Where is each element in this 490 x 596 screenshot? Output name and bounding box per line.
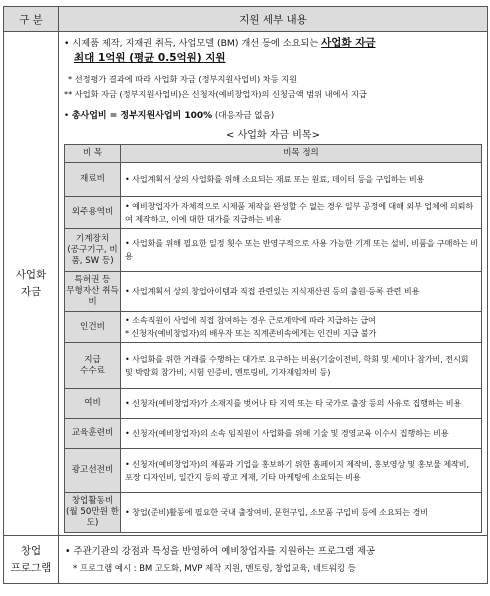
expense-name: 특허권 등 무형자산 취득비 <box>65 272 121 312</box>
total-budget-bold: 총사업비 = 정부지원사업비 100% <box>71 111 213 121</box>
table-header-row <box>4 7 488 32</box>
expense-name: 인건비 <box>65 312 121 343</box>
expense-items-header <box>65 145 482 163</box>
expense-definition: • 사업화를 위한 거래를 수행하는 대가로 요구하는 비용(기술이전비, 학회 및 세미나 참가비, 전시회 및 박람회 참가비, 시험 인증비, 멘토링비, 기자재임차비 등) <box>121 343 482 389</box>
table-row <box>65 449 482 493</box>
expense-name: 외주용역비 <box>65 197 121 229</box>
category-line: 사업화 <box>15 268 47 281</box>
expense-definition: • 창업(준비)활동에 필요한 국내 출장여비, 문헌구입, 소모품 구입비 등에 소요되는 경비 <box>121 493 482 533</box>
support-details-table <box>3 6 488 584</box>
table-row <box>65 343 482 389</box>
startup-program-category <box>4 536 59 584</box>
table-row <box>65 312 482 343</box>
expense-definition: • 예비창업자가 자체적으로 시제품 제작을 완성할 수 없는 경우 일부 공정에 대해 외부 업체에 의뢰하여 제작하고, 이에 대한 대가를 지급하는 비용 <box>121 197 482 229</box>
category-line: 창업 <box>20 544 42 557</box>
expense-definition-header: 비목 정의 <box>121 145 482 163</box>
total-bullet: • <box>64 111 70 121</box>
expense-name: 기계장치 (공구기구, 비품, SW 등) <box>65 229 121 272</box>
expense-items-table <box>64 144 482 533</box>
main-bullet-highlight: 최대 1억원 (평균 0.5억원) 지원 <box>74 52 226 64</box>
expense-definition: • 소속직원이 사업에 직접 참여하는 경우 근로계약에 따라 지급하는 급여 * 신청자(예비창업자)의 배우자 또는 직계존비속에게는 인건비 지급 불가 <box>121 312 482 343</box>
table-row <box>65 272 482 312</box>
startup-program-content <box>59 536 488 584</box>
table-row <box>65 419 482 449</box>
expense-definition: • 사업화를 위해 필요한 일정 횟수 또는 반영구적으로 사용 가능한 기계 또는 설비, 비품을 구매하는 비용 <box>121 229 482 272</box>
table-row <box>65 389 482 419</box>
expense-name: 교육훈련비 <box>65 419 121 449</box>
support-details-document <box>3 6 487 584</box>
total-budget-line <box>64 109 482 124</box>
header-details: 지원 세부 내용 <box>59 7 488 32</box>
note-graded-support: * 선정평가 결과에 따라 사업화 자금 (정부지원사업비) 차등 지원 <box>68 74 298 84</box>
category-line: 자금 <box>20 285 42 298</box>
expense-name: 재료비 <box>65 163 121 197</box>
table-row <box>65 493 482 533</box>
expense-name: 지급 수수료 <box>65 343 121 389</box>
expense-definition: • 사업계획서 상의 사업화를 위해 소요되는 재료 또는 원료, 데이터 등을 구입하는 비용 <box>121 163 482 197</box>
expense-name: 여비 <box>65 389 121 419</box>
program-bullet: • 주관기관의 강점과 특성을 반영하여 예비창업자를 지원하는 프로그램 제공 <box>65 545 376 557</box>
expense-definition: • 신청자(예비창업자)가 소재지를 벗어나 타 지역 또는 타 국가로 출장 등의 사유로 집행하는 비용 <box>121 389 482 419</box>
main-bullet-text: • 시제품 제작, 지재권 취득, 사업모델 (BM) 개선 등에 소요되는 <box>64 38 319 49</box>
expense-definition: • 사업계획서 상의 창업아이템과 직접 관련있는 지식재산권 등의 출원·등록 관련 비용 <box>121 272 482 312</box>
program-example: * 프로그램 예시 : BM 고도화, MVP 제작 지원, 멘토링, 창업교육, 네트워킹 등 <box>73 562 356 573</box>
table-row <box>65 163 482 197</box>
expense-name-header: 비 목 <box>65 145 121 163</box>
table-row <box>65 197 482 229</box>
note-payment-range: ** 사업화 자금 (정부지원사업비)은 신청자(예비창업자)의 신청금액 범위 내에서 지급 <box>64 89 367 99</box>
expense-definition: • 신청자(예비창업자)의 소속 임직원이 사업화를 위해 기술 및 경영교육 이수시 집행하는 비용 <box>121 419 482 449</box>
table-row <box>65 229 482 272</box>
support-fund-category <box>4 32 59 536</box>
support-fund-row <box>4 32 488 536</box>
items-title: < 사업화 자금 비목> <box>226 130 320 141</box>
expense-name: 창업활동비 (월 50만원 한도) <box>65 493 121 533</box>
total-budget-rest: (대응자금 없음) <box>212 111 275 121</box>
main-bullet <box>64 36 482 66</box>
support-fund-content <box>59 32 488 536</box>
main-bullet-highlight: 사업화 자금 <box>321 37 376 49</box>
category-line: 프로그램 <box>10 561 52 574</box>
header-category: 구 분 <box>4 7 59 32</box>
startup-program-row <box>4 536 488 584</box>
expense-definition: • 신청자(예비창업자)의 제품과 기업을 홍보하기 위한 홈페이지 제작비, 홍보영상 및 홍보물 제작비, 포장 디자인비, 일간지 등의 광고 게재, 기타 마케팅에 소요되는 비용 <box>121 449 482 493</box>
expense-name: 광고선전비 <box>65 449 121 493</box>
